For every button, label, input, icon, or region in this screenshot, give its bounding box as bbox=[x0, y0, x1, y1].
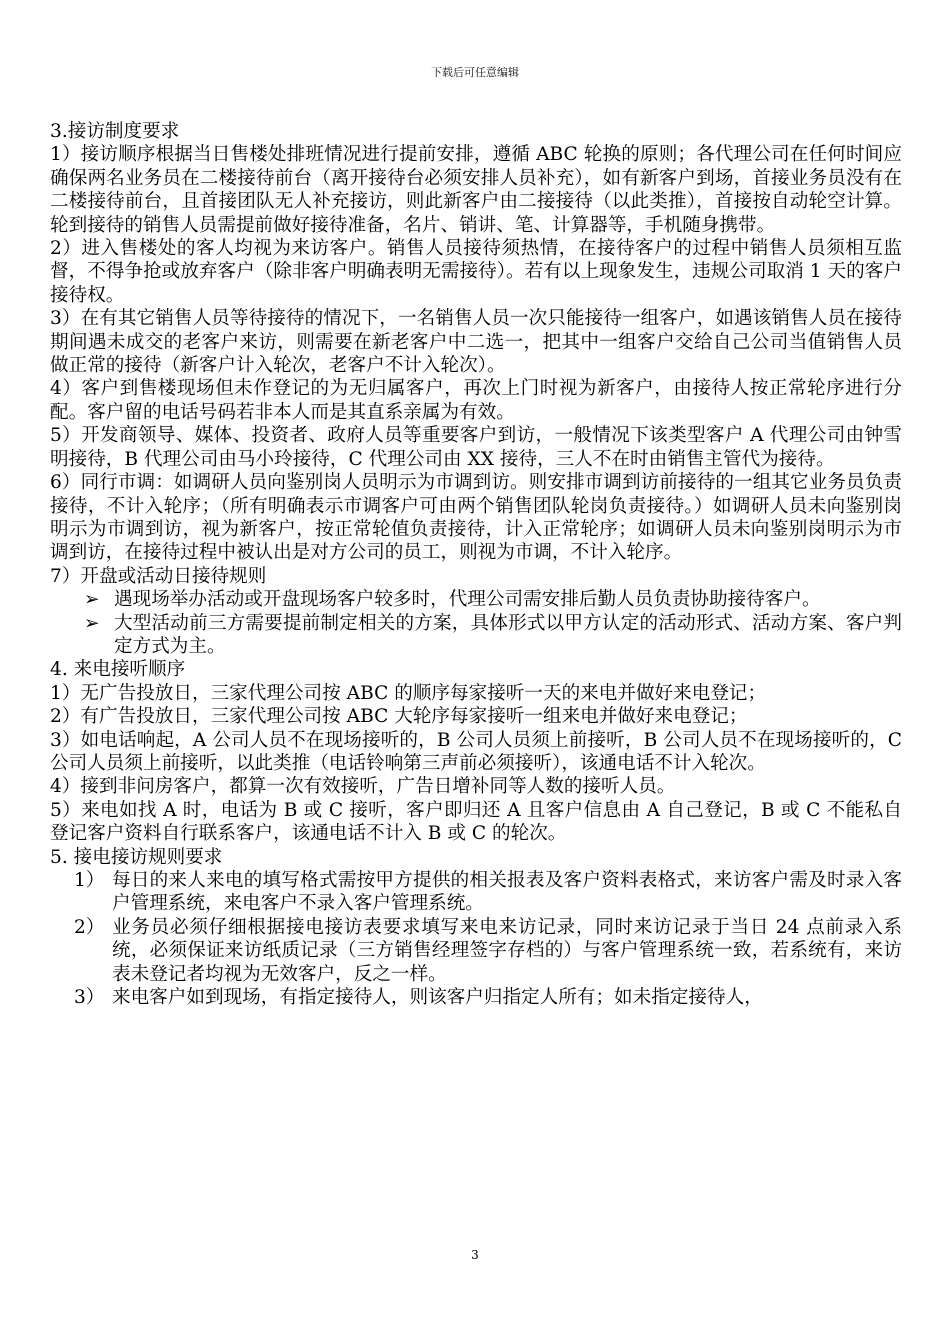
section-4-heading: 4. 来电接听顺序 bbox=[50, 659, 186, 681]
numbered-item-text: 每日的来人来电的填写格式需按甲方提供的相关报表及客户资料表格式，来访客户需及时录入客户管理系统，来电客户不录入客户管理系统。 bbox=[112, 870, 902, 915]
document-body bbox=[50, 120, 902, 1009]
section-3-heading: 3.接访制度要求 bbox=[50, 121, 180, 142]
item-number: 3） bbox=[74, 987, 105, 1009]
bullet-item bbox=[84, 588, 902, 611]
numbered-item bbox=[74, 916, 902, 986]
item-number: 1） bbox=[74, 870, 105, 891]
section-5-heading: 5. 接电接访规则要求 bbox=[50, 846, 223, 868]
section-4-paragraph-5: 5）来电如找 A 时，电话为 B 或 C 接听，客户即归还 A 且客户信息由 A 自己登记，B 或 C 不能私自登记客户资料自行联系客户，该通电话不计入 B 或 C 的轮次。 bbox=[50, 799, 902, 845]
section-3-paragraph-4: 4）客户到售楼现场但未作登记的为无归属客户，再次上门时视为新客户，由接待人按正常轮序进行分配。客户留的电话号码若非本人而是其直系亲属为有效。 bbox=[50, 378, 902, 423]
numbered-item bbox=[74, 986, 902, 1009]
bullet-item bbox=[84, 612, 902, 659]
bullet-text: 大型活动前三方需要提前制定相关的方案，具体形式以甲方认定的活动形式、活动方案、客户判定方式为主。 bbox=[114, 612, 902, 657]
numbered-item-text: 业务员必须仔细根据接电接访表要求填写来电来访记录，同时来访记录于当日 24 点前录入系统，必须保证来访纸质记录（三方销售经理签字存档的）与客户管理系统一致，若系统有，来访表未登记者均视为无效客户，反之一样。 bbox=[112, 916, 902, 985]
section-3-paragraph-3: 3）在有其它销售人员等待接待的情况下，一名销售人员一次只能接待一组客户，如遇该销售人员在接待期间遇未成交的老客户来访，则需要在新老客户中二选一，把其中一组客户交给自己公司当值销售人员做正常的接待（新客户计入轮次，老客户不计入轮次）。 bbox=[50, 308, 902, 377]
numbered-item-text: 来电客户如到现场，有指定接待人，则该客户归指定人所有；如未指定接待人， bbox=[112, 987, 763, 1009]
numbered-item bbox=[74, 869, 902, 916]
section-3-paragraph-6: 6）同行市调：如调研人员向鉴别岗人员明示为市调到访。则安排市调到访前接待的一组其它业务员负责接待，不计入轮序；（所有明确表示市调客户可由两个销售团队轮岗负责接待。）如调研人员未向鉴别岗明示为市调到访，视为新客户，按正常轮值负责接待，计入正常轮序；如调研人员未向鉴别岗明示为市调到访，在接待过程中被认出是对方公司的员工，则视为市调，不计入轮序。 bbox=[50, 472, 902, 564]
arrow-bullet-icon: ➢ bbox=[84, 612, 100, 634]
item-number: 2） bbox=[74, 916, 105, 938]
section-4-paragraph-1: 1）无广告投放日，三家代理公司按 ABC 的顺序每家接听一天的来电并做好来电登记； bbox=[50, 682, 767, 704]
section-3-paragraph-7: 7）开盘或活动日接待规则 bbox=[50, 565, 267, 587]
bullet-text: 遇现场举办活动或开盘现场客户较多时，代理公司需安排后勤人员负责协助接待客户。 bbox=[114, 589, 821, 611]
page-header: 下载后可任意编辑 bbox=[431, 66, 519, 79]
section-4-paragraph-2: 2）有广告投放日，三家代理公司按 ABC 大轮序每家接听一组来电并做好来电登记； bbox=[50, 706, 748, 728]
section-3-paragraph-5: 5）开发商领导、媒体、投资者、政府人员等重要客户到访，一般情况下该类型客户 A 代理公司由钟雪明接待，B 代理公司由马小玲接待，C 代理公司由 XX 接待，三人不在时由销售主管代为接待。 bbox=[50, 425, 902, 470]
section-3-paragraph-1: 1）接访顺序根据当日售楼处排班情况进行提前安排，遵循 ABC 轮换的原则；各代理公司在任何时间应确保两名业务员在二楼接待前台（离开接待台必须安排人员补充），如有新客户到场，首接业务员没有在二楼接待前台，且首接团队无人补充接访，则此新客户由二接接待（以此类推），首接按自动轮空计算。轮到接待的销售人员需提前做好接待准备，名片、销讲、笔、计算器等，手机随身携带。 bbox=[50, 144, 902, 236]
page-number: 3 bbox=[471, 1248, 479, 1262]
section-4-paragraph-4: 4）接到非问房客户，都算一次有效接听，广告日增补同等人数的接听人员。 bbox=[50, 776, 676, 798]
section-3-paragraph-2: 2）进入售楼处的客人均视为来访客户。销售人员接待须热情，在接待客户的过程中销售人员须相互监督，不得争抢或放弃客户（除非客户明确表明无需接待）。若有以上现象发生，违规公司取消 1 天的客户接待权。 bbox=[50, 238, 902, 306]
section-4-paragraph-3: 3）如电话响起，A 公司人员不在现场接听的，B 公司人员须上前接听，B 公司人员不在现场接听的，C 公司人员须上前接听，以此类推（电话铃响第三声前必须接听），该通电话不计入轮次。 bbox=[50, 729, 902, 774]
arrow-bullet-icon: ➢ bbox=[84, 589, 100, 611]
